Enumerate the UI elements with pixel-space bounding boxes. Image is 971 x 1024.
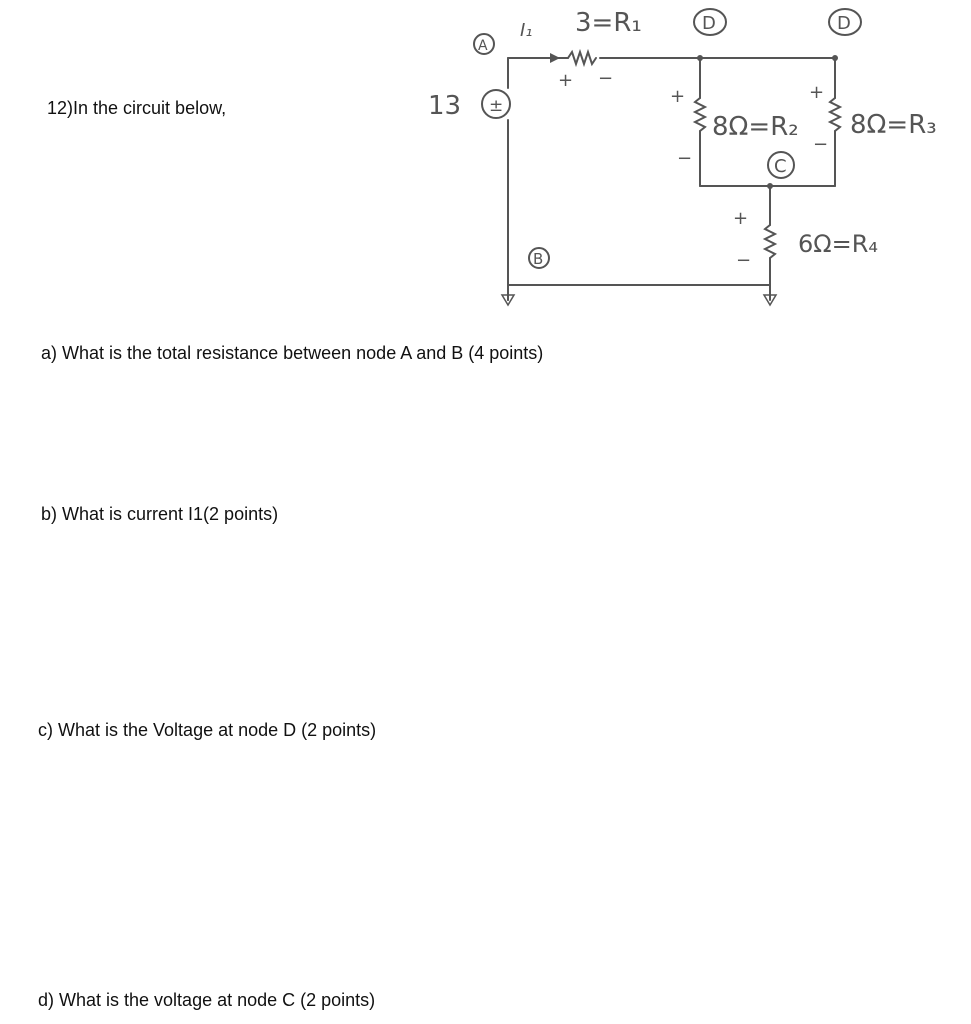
r1-minus-mark: − xyxy=(598,68,614,89)
node-d2-label: D xyxy=(837,13,851,34)
question-b: b) What is current I1(2 points) xyxy=(41,504,279,524)
r1-label: 3=R₁ xyxy=(575,8,642,38)
r2-plus-mark: + xyxy=(670,86,686,107)
r4-plus-mark: + xyxy=(733,208,749,229)
node-c-label: C xyxy=(774,156,787,177)
circuit-diagram xyxy=(0,0,971,330)
node-b-label: B xyxy=(533,250,544,268)
junction-dot xyxy=(697,55,703,61)
source-value: 13 xyxy=(428,91,462,121)
r3-plus-mark: + xyxy=(809,82,825,103)
resistor-r4 xyxy=(765,225,775,258)
r3-label: 8Ω=R₃ xyxy=(850,110,937,140)
junction-dot xyxy=(832,55,838,61)
question-d: d) What is the voltage at node C (2 points) xyxy=(38,990,376,1010)
r4-minus-mark: − xyxy=(736,250,752,271)
current-arrow xyxy=(550,53,560,63)
junction-dot xyxy=(767,183,773,189)
current-label: I₁ xyxy=(520,20,533,41)
node-d1-label: D xyxy=(702,13,716,34)
question-c: c) What is the Voltage at node D (2 points) xyxy=(38,720,377,740)
resistor-r2 xyxy=(695,98,705,131)
problem-intro: 12)In the circuit below, xyxy=(47,98,227,118)
resistor-r3 xyxy=(830,98,840,131)
source-symbol: ± xyxy=(489,96,504,116)
question-a: a) What is the total resistance between node A and B (4 points) xyxy=(41,343,544,363)
r4-label: 6Ω=R₄ xyxy=(798,230,879,258)
r2-label: 8Ω=R₂ xyxy=(712,112,799,142)
r3-minus-mark: − xyxy=(813,134,829,155)
resistor-r1 xyxy=(568,52,596,64)
r2-minus-mark: − xyxy=(677,148,693,169)
r1-plus-mark: + xyxy=(558,70,574,91)
node-a-label: A xyxy=(478,38,488,54)
